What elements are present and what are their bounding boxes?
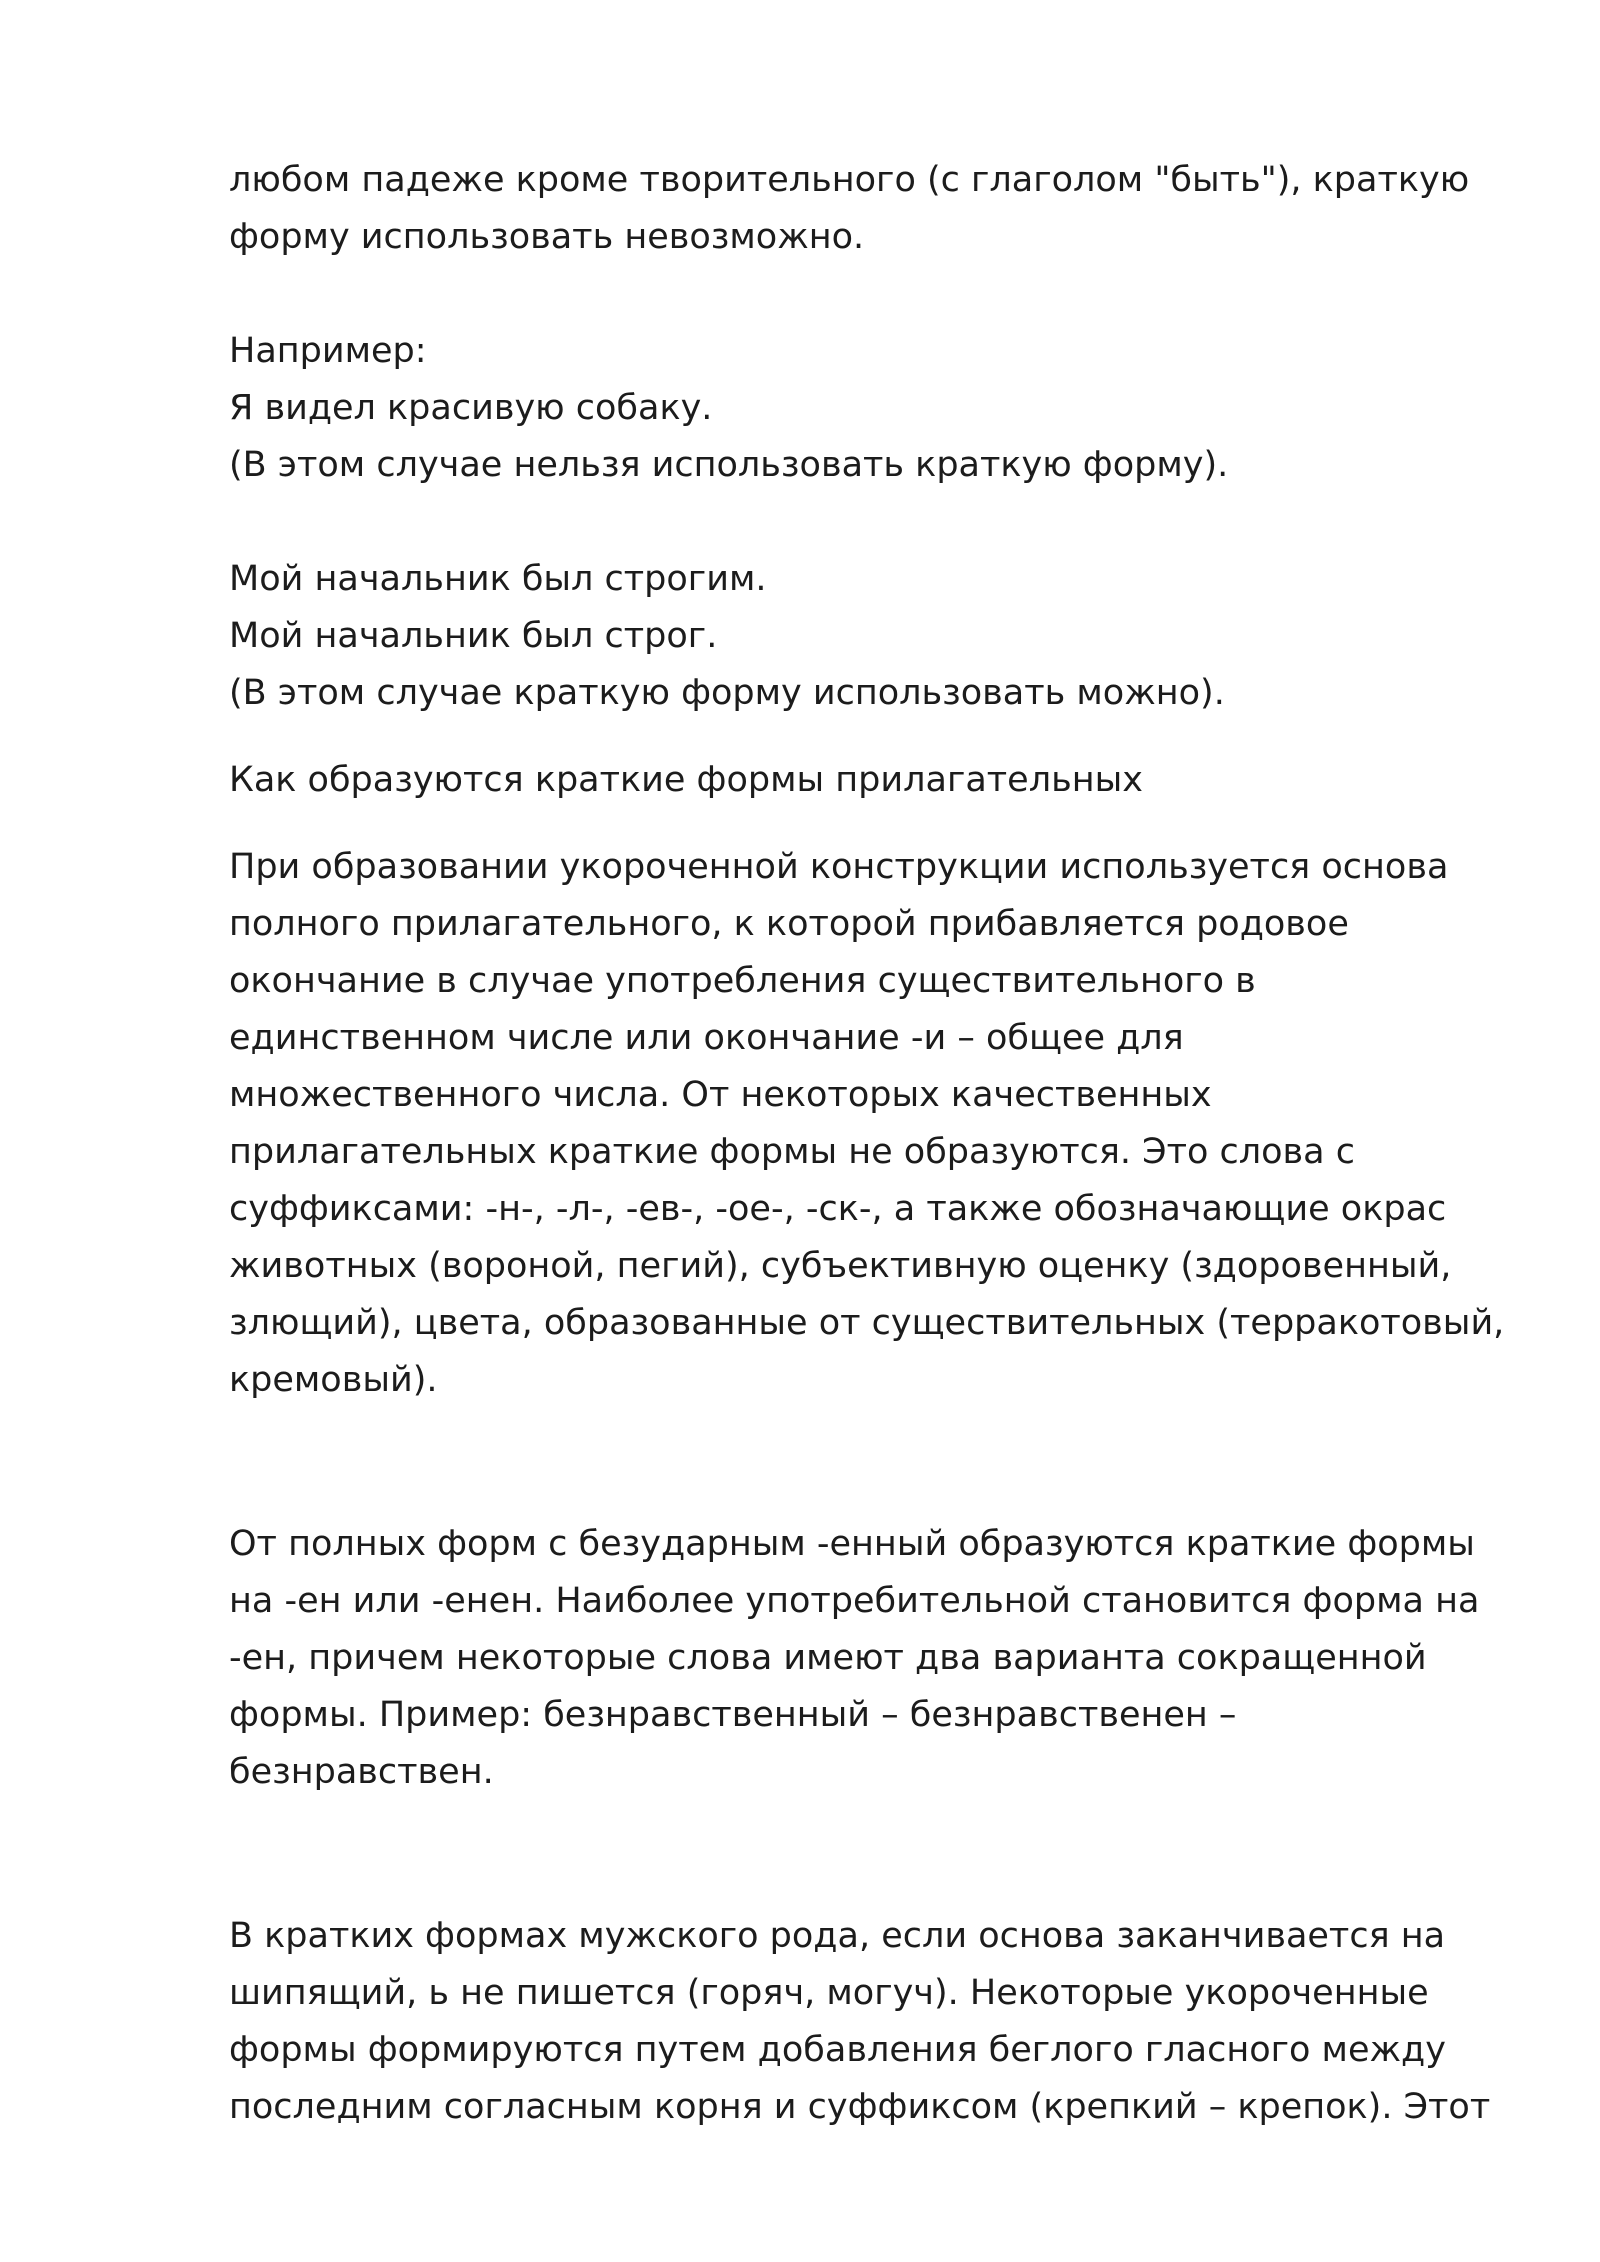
text-line: любом падеже кроме творительного (с глаголом "быть"), краткую [229,160,1470,200]
text-line: животных (вороной, пегий), субъективную оценку (здоровенный, [229,1246,1452,1286]
text-line: полного прилагательного, к которой прибавляется родовое [229,904,1349,944]
text-line: прилагательных краткие формы не образуются. Это слова с [229,1132,1355,1172]
text-line: шипящий, ь не пишется (горяч, могуч). Некоторые укороченные [229,1973,1429,2013]
text-line: на -ен или -енен. Наиболее употребительной становится форма на [229,1581,1480,1621]
text-line: суффиксами: -н-, -л-, -ев-, -ое-, -ск-, а также обозначающие окрас [229,1189,1447,1229]
text-line: При образовании укороченной конструкции используется основа [229,847,1449,887]
paragraph-intro [229,152,1494,266]
section-heading [229,752,1494,809]
heading-text: Как образуются краткие формы прилагательных [229,760,1143,800]
text-line: -ен, причем некоторые слова имеют два варианта сокращенной [229,1638,1427,1678]
document-body [229,152,1505,2136]
paragraph-example-1 [229,323,1494,494]
text-line: (В этом случае нельзя использовать краткую форму). [229,445,1229,485]
paragraph-masculine [229,1908,1494,2136]
text-line: (В этом случае краткую форму использовать можно). [229,673,1225,713]
text-line: Я видел красивую собаку. [229,388,713,428]
text-line: окончание в случае употребления существительного в [229,961,1256,1001]
text-line: От полных форм с безударным -енный образуются краткие формы [229,1524,1475,1564]
text-line: формы. Пример: безнравственный – безнравственен – [229,1695,1237,1735]
text-line: Мой начальник был строг. [229,616,718,656]
text-line: В кратких формах мужского рода, если основа заканчивается на [229,1916,1446,1956]
paragraph-formation [229,839,1505,1409]
text-line: Например: [229,331,427,371]
text-line: единственном числе или окончание -и – общее для [229,1018,1184,1058]
text-line: безнравствен. [229,1752,494,1792]
text-line: форму использовать невозможно. [229,217,865,257]
text-line: Мой начальник был строгим. [229,559,767,599]
text-line: множественного числа. От некоторых качественных [229,1075,1212,1115]
text-line: формы формируются путем добавления беглого гласного между [229,2030,1446,2070]
text-line: злющий), цвета, образованные от существительных (терракотовый, [229,1303,1505,1343]
text-line: кремовый). [229,1360,438,1400]
paragraph-example-2 [229,551,1494,722]
paragraph-enny [229,1516,1494,1801]
text-line: последним согласным корня и суффиксом (крепкий – крепок). Этот [229,2087,1491,2127]
